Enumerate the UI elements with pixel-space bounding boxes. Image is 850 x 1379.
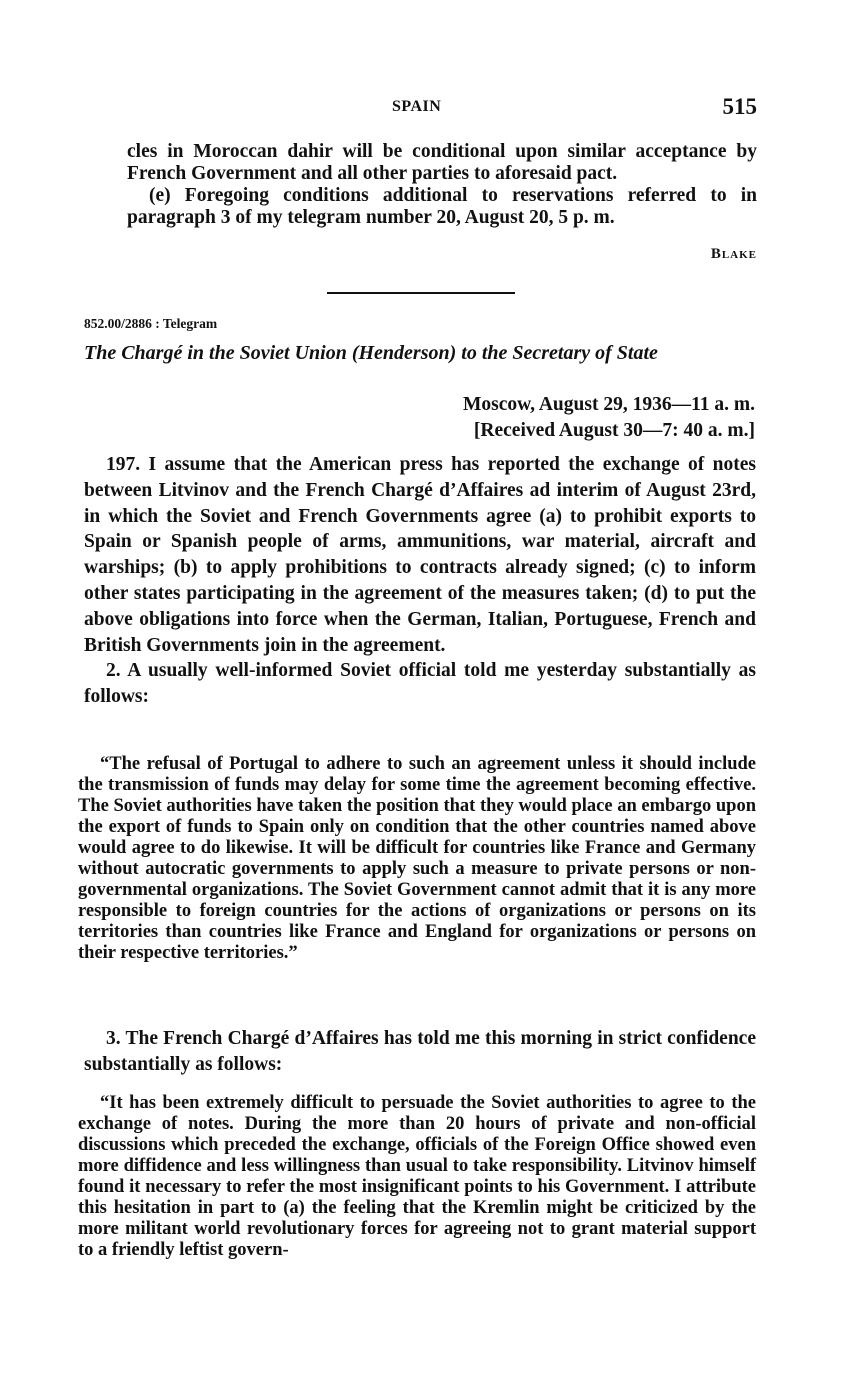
running-title: SPAIN bbox=[392, 98, 442, 115]
signature: Blake bbox=[710, 246, 757, 262]
continuation-paragraph-e: (e) Foregoing conditions additional to reservations referred to in paragraph 3 of my telegram number 20, August 20, 5 p. m. bbox=[127, 185, 757, 228]
continuation-text bbox=[127, 141, 757, 229]
paragraph-2: 2. A usually well-informed Soviet official told me yesterday substantially as follows: bbox=[84, 660, 756, 708]
continuation-paragraph: cles in Moroccan dahir will be conditional upon similar acceptance by French Government and all other parties to aforesaid pact. bbox=[127, 141, 757, 184]
paragraph-3: 3. The French Chargé d’Affaires has told me this morning in strict confidence substantially as follows: bbox=[84, 1028, 756, 1075]
body-paragraph-3-block bbox=[84, 1026, 756, 1078]
section-divider bbox=[327, 292, 515, 294]
quote-french-charge bbox=[78, 1093, 756, 1261]
running-head bbox=[0, 94, 850, 124]
received-line: [Received August 30—7: 40 a. m.] bbox=[473, 420, 755, 441]
file-reference: 852.00/2886 : Telegram bbox=[84, 316, 218, 331]
paragraph-197: 197. I assume that the American press has reported the exchange of notes between Litvinov and the French Chargé d’Affaires ad interim of August 23rd, in which the Soviet and French Governments agree (a) to prohibit exports to Spain or Spanish people of arms, ammunitions, war material, aircraft and warships; (b) to apply prohibitions to contracts already signed; (c) to inform other states participating in the agreement of the measures taken; (d) to put the above obligations into force when the German, Italian, Portuguese, French and British Governments join in the agreement. bbox=[84, 454, 756, 656]
document-heading: The Chargé in the Soviet Union (Henderson) to the Secretary of State bbox=[84, 342, 658, 364]
quote-paragraph: “The refusal of Portugal to adhere to such an agreement unless it should include the transmission of funds may delay for some time the agreement becoming effective. The Soviet authorities have taken the position that they would place an embargo upon the export of funds to Spain only on condition that the other countries named above would agree to do likewise. It will be difficult for countries like France and Germany without autocratic governments to apply such a measure to private persons or non-governmental organizations. The Soviet Government cannot admit that it is any more responsible to foreign countries for the actions of organizations or persons on its territories than countries like France and England for organizations or persons on their respective territories.” bbox=[78, 754, 756, 963]
dateline: Moscow, August 29, 1936—11 a. m. bbox=[463, 394, 755, 415]
dateline-block bbox=[400, 392, 755, 444]
quote-paragraph: “It has been extremely difficult to persuade the Soviet authorities to agree to the exchange of notes. During the more than 20 hours of private and non-official discussions which preceded the exchange, officials of the Foreign Office showed even more diffidence and less willingness than usual to take responsibility. Litvinov himself found it necessary to refer the most insignificant points to his Government. I attribute this hesitation in part to (a) the feeling that the Kremlin might be criticized by the more militant world revolutionary forces for agreeing not to grant material support to a friendly leftist govern- bbox=[78, 1093, 756, 1260]
body-paragraphs bbox=[84, 452, 756, 710]
quote-soviet-official bbox=[78, 754, 756, 964]
page-number: 515 bbox=[722, 94, 757, 119]
